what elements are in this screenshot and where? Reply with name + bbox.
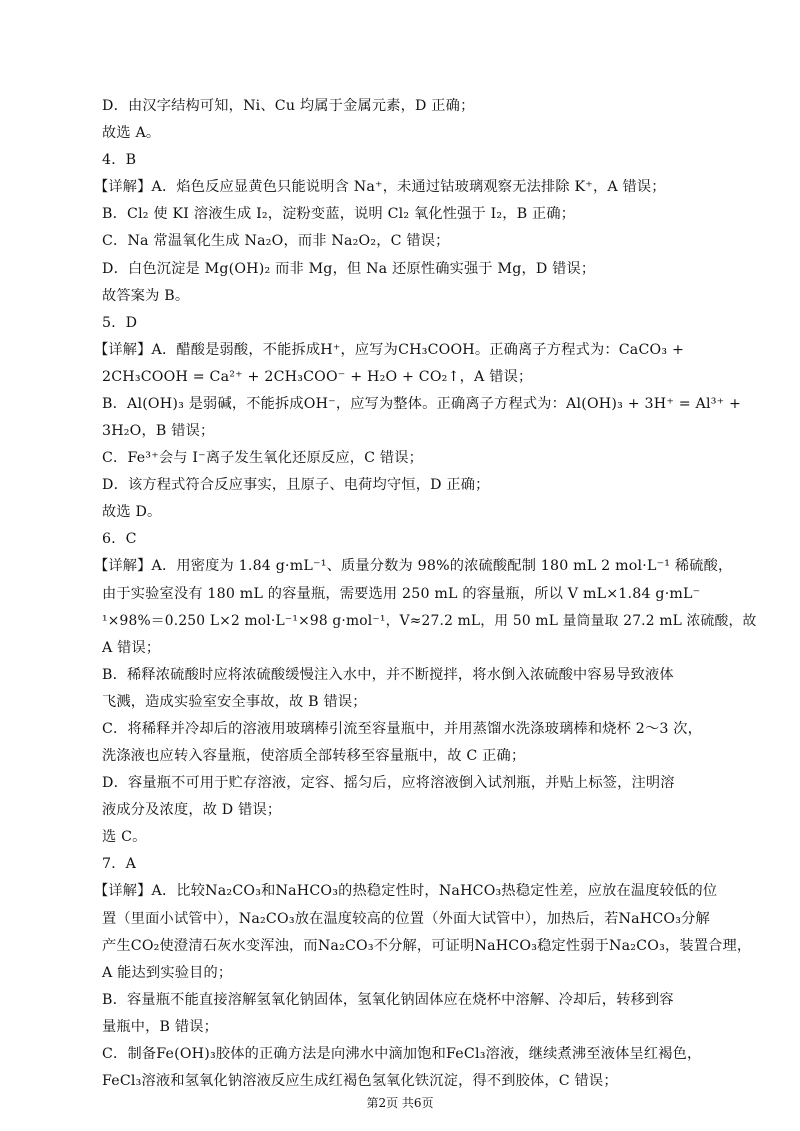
text-line: 【详解】A．比较Na₂CO₃和NaHCO₃的热稳定性时，NaHCO₃热稳定性差，应放在温度较低的位 [94,883,718,900]
text-line: 飞溅，造成实验室安全事故，故 B 错误； [102,693,367,710]
text-line: 液成分及浓度，故 D 错误； [102,802,282,819]
question-number: 6．C [102,531,137,548]
text-line: 【详解】A．焰色反应显黄色只能说明含 Na⁺，未通过钴玻璃观察无法排除 K⁺，A 错误； [94,179,666,196]
text-line: C．将稀释并冷却后的溶液用玻璃棒引流至容量瓶中，并用蒸馏水洗涤玻璃棒和烧杯 2～3 次， [102,720,703,737]
text-line: 量瓶中，B 错误； [102,1018,219,1035]
text-line: B．容量瓶不能直接溶解氢氧化钠固体，氢氧化钠固体应在烧杯中溶解、冷却后，转移到容 [102,991,674,1008]
page-footer: 第2页 共6页 [366,1096,434,1110]
text-line: A 能达到实验目的； [102,964,233,981]
text-line: ¹×98%＝0.250 L×2 mol·L⁻¹×98 g·mol⁻¹，V≈27.2 mL，用 50 mL 量筒量取 27.2 mL 浓硫酸，故 [102,612,757,629]
text-line: C．Na 常温氧化生成 Na₂O，而非 Na₂O₂，C 错误； [102,233,450,250]
text-line: D．由汉字结构可知，Ni、Cu 均属于金属元素，D 正确； [102,98,475,114]
text-line: 故选 A。 [102,125,161,142]
text-line: 洗涤液也应转入容量瓶，使溶质全部转移至容量瓶中，故 C 正确； [102,748,526,764]
text-line: 由于实验室没有 180 mL 的容量瓶，需要选用 250 mL 的容量瓶，所以 V mL×1.84 g·mL⁻ [102,585,701,602]
text-line: 3H₂O，B 错误； [102,423,215,439]
text-line: 2CH₃COOH = Ca²⁺ + 2CH₃COO⁻ + H₂O + CO₂↑，A 错误； [102,368,533,385]
text-line: D．白色沉淀是 Mg(OH)₂ 而非 Mg，但 Na 还原性确实强于 Mg，D 错误； [102,260,596,277]
text-line: D．容量瓶不可用于贮存溶液，定容、摇匀后，应将溶液倒入试剂瓶，并贴上标签，注明溶 [102,775,675,792]
text-line: B．Al(OH)₃ 是弱碱，不能拆成OH⁻，应写为整体。正确离子方程式为：Al(OH)₃ + 3H⁺ = Al³⁺ + [102,395,742,412]
text-line: 故选 D。 [102,504,162,521]
text-line: 【详解】A．用密度为 1.84 g·mL⁻¹、质量分数为 98%的浓硫酸配制 180 mL 2 mol·L⁻¹ 稀硫酸， [94,558,733,575]
text-line: B．Cl₂ 使 KI 溶液生成 I₂，淀粉变蓝，说明 Cl₂ 氧化性强于 I₂，B 正确； [102,206,576,223]
question-number: 4．B [102,152,137,169]
text-line: A 错误； [102,639,161,656]
question-number: 7．A [102,856,137,873]
text-line: 置（里面小试管中），Na₂CO₃放在温度较高的位置（外面大试管中），加热后，若NaHCO₃分解 [102,910,710,927]
text-line: 故答案为 B。 [102,287,190,304]
text-line: C．Fe³⁺会与 I⁻离子发生氧化还原反应，C 错误； [102,450,424,467]
text-line: 选 C。 [102,829,147,846]
text-line: C．制备Fe(OH)₃胶体的正确方法是向沸水中滴加饱和FeCl₃溶液，继续煮沸至液体呈红褐色， [102,1045,702,1062]
question-number: 5．D [102,314,138,331]
text-line: 【详解】A．醋酸是弱酸，不能拆成H⁺，应写为CH₃COOH。正确离子方程式为：CaCO₃ + [94,341,685,358]
text-line: FeCl₃溶液和氢氧化钠溶液反应生成红褐色氢氧化铁沉淀，得不到胶体，C 错误； [102,1073,618,1089]
text-line: D．该方程式符合反应事实，且原子、电荷均守恒，D 正确； [102,477,490,494]
text-line: B．稀释浓硫酸时应将浓硫酸缓慢注入水中，并不断搅拌，将水倒入浓硫酸中容易导致液体 [102,666,674,683]
text-line: 产生CO₂使澄清石灰水变浑浊，而Na₂CO₃不分解，可证明NaHCO₃稳定性弱于Na₂CO₃，装置合理， [102,937,752,954]
